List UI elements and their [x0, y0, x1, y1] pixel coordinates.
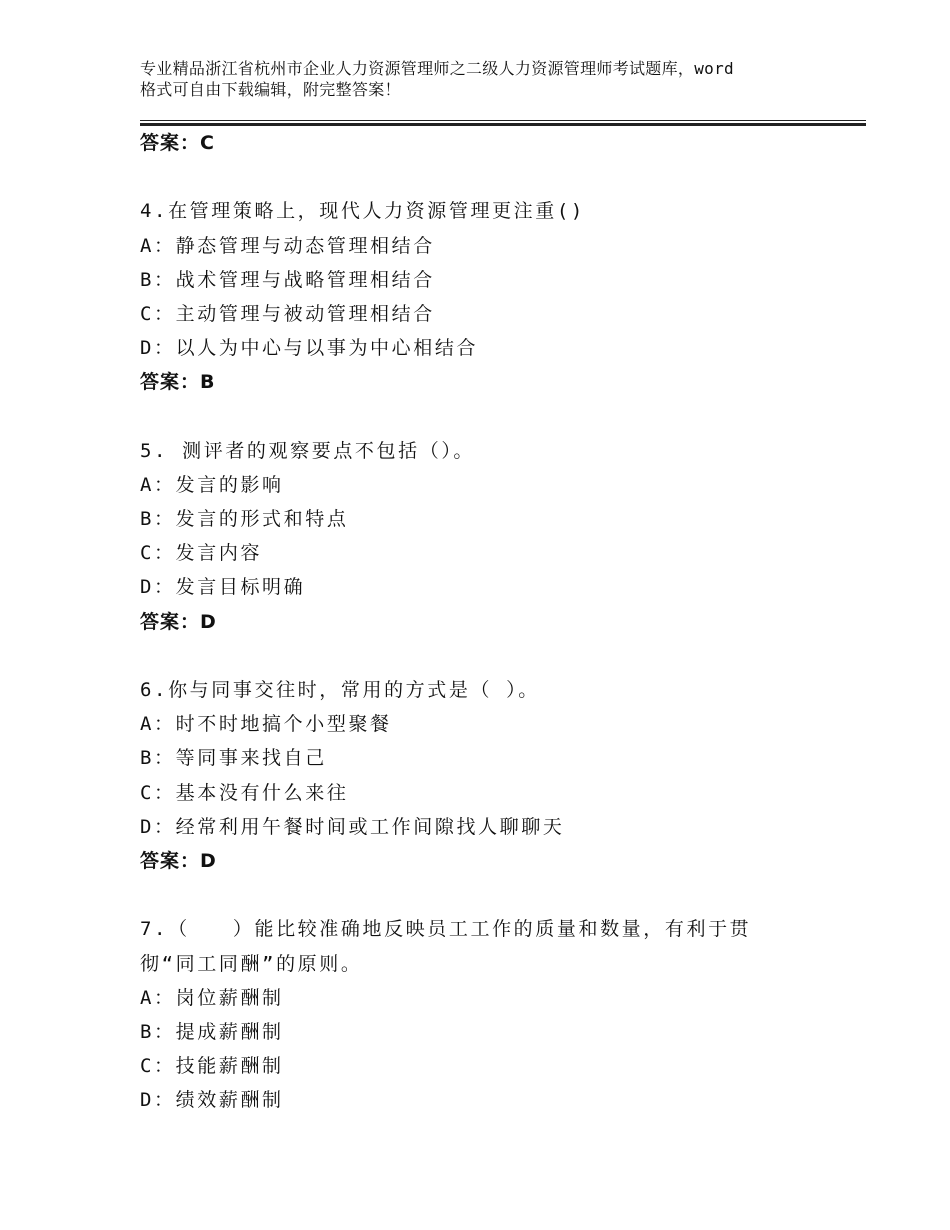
header-title-line-1: 专业精品浙江省杭州市企业人力资源管理师之二级人力资源管理师考试题库，word	[140, 59, 734, 78]
answer: 答案：B	[140, 371, 216, 394]
header-title-line-2: 格式可自由下载编辑，附完整答案！	[140, 80, 401, 99]
question-block-5	[140, 434, 866, 639]
option-b: B：战术管理与战略管理相结合	[140, 268, 435, 291]
option-c: C：技能薪酬制	[140, 1055, 284, 1078]
question-stem-line-1: 7.（ ）能比较准确地反映员工工作的质量和数量，有利于贯	[140, 918, 752, 941]
option-b: B：等同事来找自己	[140, 747, 327, 770]
option-a: A：岗位薪酬制	[140, 986, 284, 1009]
question-stem: 6.你与同事交往时，常用的方式是（ ）。	[140, 679, 540, 701]
question-list	[140, 126, 866, 1117]
question-stem-line-2: 彻“同工同酬”的原则。	[140, 952, 363, 975]
question-block-7	[140, 912, 866, 1117]
spacer	[140, 878, 866, 912]
option-b: B：发言的形式和特点	[140, 508, 349, 531]
option-c: C：发言内容	[140, 542, 263, 565]
header-divider-thin	[140, 120, 866, 121]
option-c: C：主动管理与被动管理相结合	[140, 302, 435, 325]
spacer	[140, 639, 866, 673]
spacer	[140, 400, 866, 434]
option-a: A：静态管理与动态管理相结合	[140, 234, 435, 257]
option-d: D：以人为中心与以事为中心相结合	[140, 337, 479, 360]
option-d: D：经常利用午餐时间或工作间隙找人聊聊天	[140, 815, 565, 838]
question-stem: 4.在管理策略上，现代人力资源管理更注重()	[140, 200, 585, 223]
option-b: B：提成薪酬制	[140, 1020, 284, 1043]
option-a: A：发言的影响	[140, 473, 284, 496]
option-a: A：时不时地搞个小型聚餐	[140, 713, 392, 736]
question-block-4	[140, 194, 866, 399]
answer: 答案：D	[140, 610, 217, 633]
option-d: D：绩效薪酬制	[140, 1089, 284, 1112]
option-d: D：发言目标明确	[140, 576, 306, 599]
answer: 答案：D	[140, 849, 217, 872]
page-header	[140, 58, 830, 100]
question-stem: 5. 测评者的观察要点不包括（）。	[140, 439, 476, 462]
previous-answer: 答案：C	[140, 132, 215, 154]
question-block-6	[140, 673, 866, 878]
spacer	[140, 160, 866, 194]
option-c: C：基本没有什么来往	[140, 781, 349, 804]
